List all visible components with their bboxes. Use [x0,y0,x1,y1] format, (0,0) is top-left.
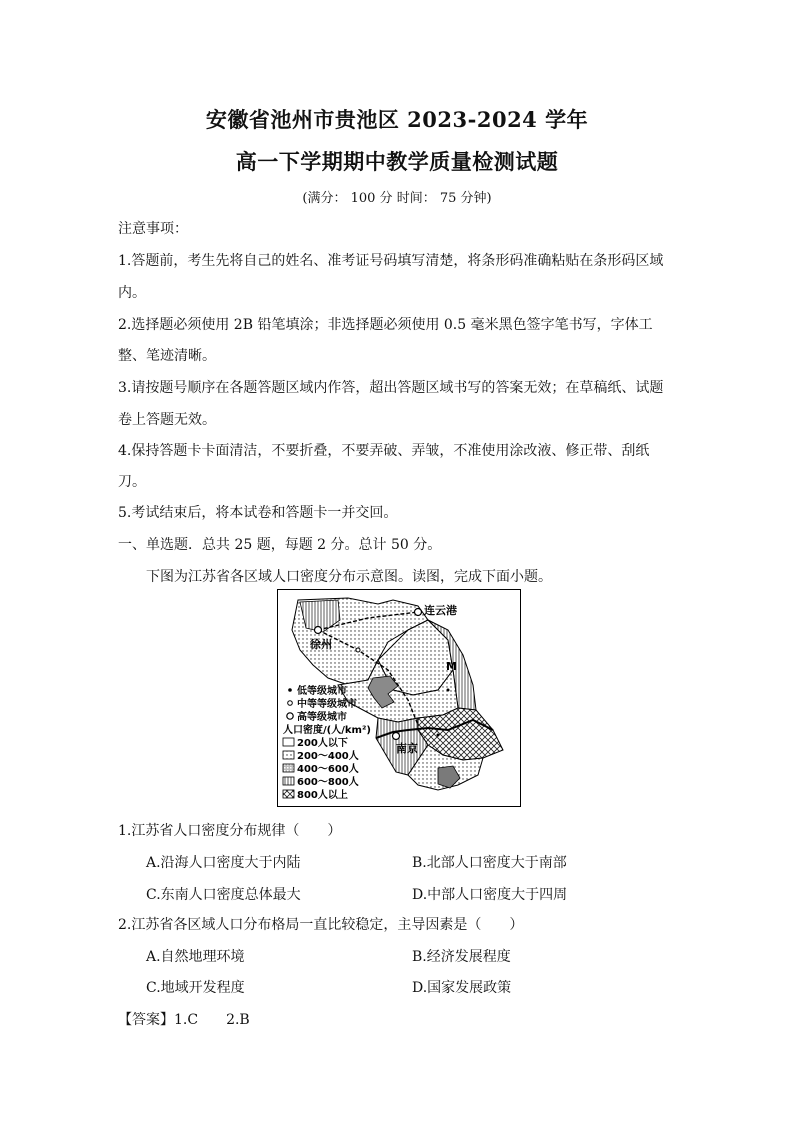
legend-high-city: 高等级城市 [297,712,347,723]
notice-item-1: 1.答题前，考生先将自己的姓名、准考证号码填写清楚，将条形码准确粘贴在条形码区域 [118,253,664,269]
question-2-option-b[interactable]: B.经济发展程度 [412,949,511,965]
answer-values: 1.C 2.B [174,1012,250,1028]
city-marker-xuzhou [315,627,322,634]
legend-density-title: 人口密度/(人/km²) [283,725,371,736]
jiangsu-population-map [277,589,521,807]
legend-low-city-icon [288,688,292,692]
legend-mid-city: 中等等级城市 [297,699,357,710]
city-marker-low-2 [437,734,440,737]
city-marker-nanjing [393,733,400,740]
notice-item-1-cont: 内。 [118,285,146,301]
notice-item-3-cont: 卷上答题无效。 [118,412,216,428]
label-xuzhou: 徐州 [310,638,332,651]
question-2-option-a[interactable]: A.自然地理环境 [146,949,245,965]
question-1-option-b[interactable]: B.北部人口密度大于南部 [412,855,567,871]
legend-d3: 400～600人 [297,764,359,775]
city-marker-low-1 [447,689,450,692]
question-2-option-d[interactable]: D.国家发展政策 [412,980,512,996]
legend-swatch-3 [283,764,294,772]
notice-item-4-cont: 刀。 [118,474,146,490]
label-lianyungang: 连云港 [424,604,457,617]
title-line-1: 安徽省池州市贵池区 2023-2024 学年 [205,107,589,132]
section-intro: 下图为江苏省各区域人口密度分布示意图。读图，完成下面小题。 [146,569,552,585]
question-1-option-c[interactable]: C.东南人口密度总体最大 [146,887,301,903]
label-nanjing: 南京 [396,742,418,755]
label-m: M [446,660,457,673]
legend-d1: 200人以下 [297,738,348,749]
notice-heading: 注意事项： [118,221,188,237]
legend-d4: 600～800人 [297,777,359,788]
legend-d5: 800人以上 [297,790,348,801]
notice-item-2-cont: 整、笔迹清晰。 [118,348,216,364]
question-2-stem: 2.江苏省各区域人口分布格局一直比较稳定，主导因素是（ ） [118,917,524,933]
legend-swatch-1 [283,738,294,746]
section-heading: 一、单选题．总共 25 题，每题 2 分。总计 50 分。 [118,537,442,553]
answer-line [118,1009,250,1029]
notice-item-3: 3.请按题号顺序在各题答题区域内作答，超出答题区域书写的答案无效；在草稿纸、试题 [118,380,664,396]
notice-item-4: 4.保持答题卡卡面清洁，不要折叠，不要弄破、弄皱，不准使用涂改液、修正带、刮纸 [118,443,650,459]
legend-swatch-4 [283,777,294,785]
answer-label: 【答案】 [118,1012,174,1028]
notice-item-2: 2.选择题必须使用 2B 铅笔填涂；非选择题必须使用 0.5 毫米黑色签字笔书写，字体工 [118,317,653,333]
exam-meta: (满分： 100 分 时间： 75 分钟) [302,191,492,206]
legend-low-city: 低等级城市 [297,686,347,697]
question-1-stem: 1.江苏省人口密度分布规律（ ） [118,823,342,839]
legend-swatch-2 [283,751,294,759]
notice-item-5: 5.考试结束后，将本试卷和答题卡一并交回。 [118,505,398,521]
question-1-option-a[interactable]: A.沿海人口密度大于内陆 [146,855,301,871]
legend-mid-city-icon [288,701,293,706]
legend-d2: 200～400人 [297,751,359,762]
question-2-option-c[interactable]: C.地域开发程度 [146,980,245,996]
city-marker-lianyungang [415,609,422,616]
legend-swatch-5 [283,790,294,798]
city-marker-mid [356,648,360,652]
legend-high-city-icon [287,713,293,719]
title-line-2: 高一下学期期中教学质量检测试题 [235,149,559,174]
question-1-option-d[interactable]: D.中部人口密度大于四周 [412,887,568,903]
